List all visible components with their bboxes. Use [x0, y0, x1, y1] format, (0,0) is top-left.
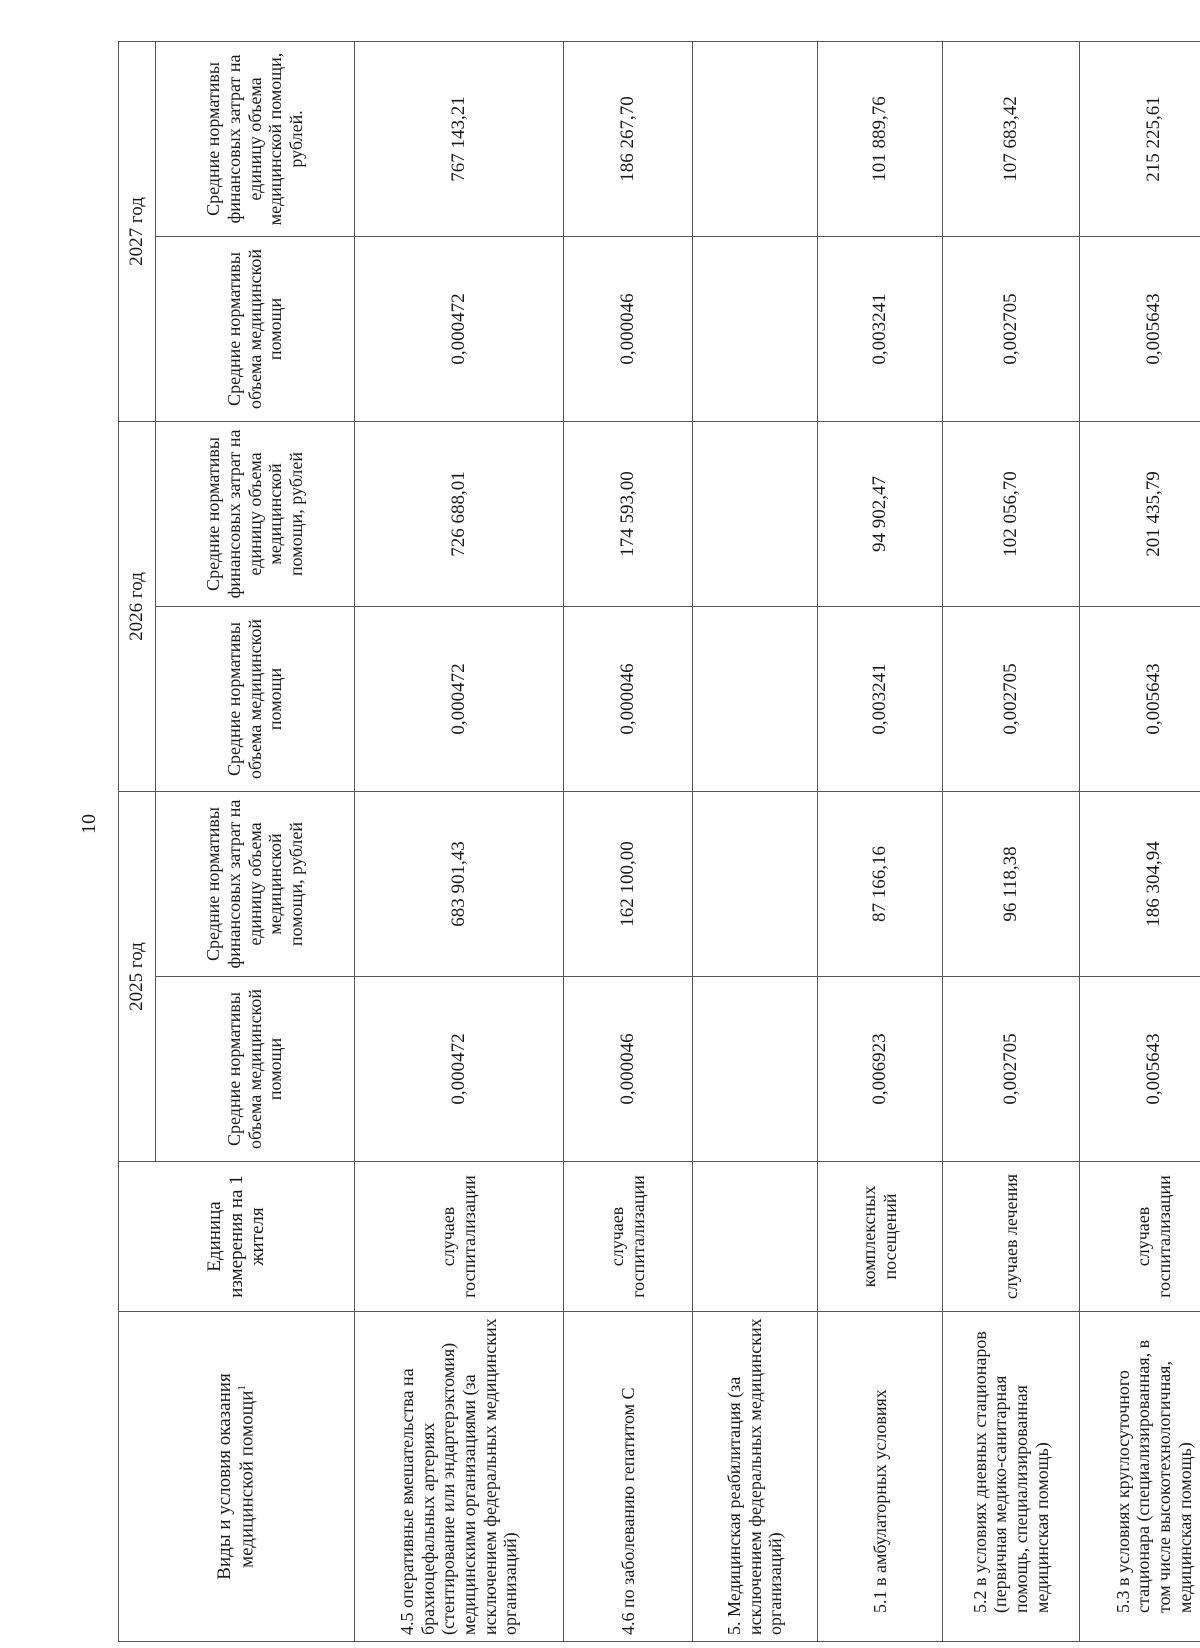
- header-kinds-label: Виды и условия оказания медицинской помощи: [214, 1373, 258, 1580]
- row-cost-2026: [693, 421, 818, 606]
- row-volume-2027: 0,003241: [818, 236, 943, 421]
- norms-table: [118, 41, 1200, 1642]
- row-cost-2025: 96 118,38: [943, 791, 1080, 976]
- row-volume-2025: [693, 977, 818, 1162]
- table-row: [1080, 41, 1200, 1641]
- row-volume-2025: 0,000046: [564, 977, 693, 1162]
- row-cost-2027: [693, 41, 818, 236]
- row-kind: 5.1 в амбулаторных условиях: [818, 1312, 943, 1642]
- row-unit: [693, 1162, 818, 1312]
- row-cost-2026: 102 056,70: [943, 421, 1080, 606]
- table-row: [818, 41, 943, 1641]
- row-kind: 5.3 в условиях круглосуточного стационара (специализированная, в том числе высокотехнологичная, медицинская помощь): [1080, 1312, 1200, 1642]
- page-number: 10: [78, 814, 100, 834]
- row-cost-2025: 186 304,94: [1080, 791, 1200, 976]
- row-volume-2026: 0,005643: [1080, 606, 1200, 791]
- header-year-row: [119, 41, 156, 1641]
- row-volume-2027: 0,002705: [943, 236, 1080, 421]
- row-unit: случаев госпитализации: [355, 1162, 564, 1312]
- row-volume-2025: 0,006923: [818, 977, 943, 1162]
- row-cost-2025: 87 166,16: [818, 791, 943, 976]
- row-unit: случаев госпитализации: [564, 1162, 693, 1312]
- row-volume-2026: 0,002705: [943, 606, 1080, 791]
- header-cost-2026: Средние нормативы финансовых затрат на единицу объема медицинской помощи, рублей: [156, 421, 355, 606]
- row-volume-2027: 0,000046: [564, 236, 693, 421]
- row-cost-2027: 767 143,21: [355, 41, 564, 236]
- row-volume-2026: 0,000046: [564, 606, 693, 791]
- header-cost-2027: Средние нормативы финансовых затрат на единицу объема медицинской помощи, рублей.: [156, 41, 355, 236]
- row-cost-2027: 186 267,70: [564, 41, 693, 236]
- header-unit: Единица измерения на 1 жителя: [119, 1162, 355, 1312]
- header-volume-2027: Средние нормативы объема медицинской помощи: [156, 236, 355, 421]
- row-cost-2026: 201 435,79: [1080, 421, 1200, 606]
- row-unit: случаев лечения: [943, 1162, 1080, 1312]
- header-year-2025: 2025 год: [119, 791, 156, 1161]
- row-kind: 4.6 по заболеванию гепатитом С: [564, 1312, 693, 1642]
- row-cost-2027: 101 889,76: [818, 41, 943, 236]
- table-row: [355, 41, 564, 1641]
- header-kinds: [119, 1312, 355, 1642]
- row-kind: 4.5 оперативные вмешательства на брахиоцефальных артериях (стентирование или эндартерэктомия) медицинскими организациями (за исключением федеральных медицинских организаций): [355, 1312, 564, 1642]
- row-unit: случаев госпитализации: [1080, 1162, 1200, 1312]
- row-cost-2026: 726 688,01: [355, 421, 564, 606]
- row-volume-2025: 0,002705: [943, 977, 1080, 1162]
- header-cost-2025: Средние нормативы финансовых затрат на единицу объема медицинской помощи, рублей: [156, 791, 355, 976]
- row-volume-2026: 0,000472: [355, 606, 564, 791]
- row-kind: 5.2 в условиях дневных стационаров (первичная медико-санитарная помощь, специализированная медицинская помощь): [943, 1312, 1080, 1642]
- table-row: [943, 41, 1080, 1641]
- row-unit: комплексных посещений: [818, 1162, 943, 1312]
- header-volume-2025: Средние нормативы объема медицинской помощи: [156, 977, 355, 1162]
- header-year-2027: 2027 год: [119, 41, 156, 421]
- row-cost-2026: 174 593,00: [564, 421, 693, 606]
- row-kind: 5. Медицинская реабилитация (за исключением федеральных медицинских организаций): [693, 1312, 818, 1642]
- header-year-2026: 2026 год: [119, 421, 156, 791]
- header-volume-2026: Средние нормативы объема медицинской помощи: [156, 606, 355, 791]
- row-volume-2026: 0,003241: [818, 606, 943, 791]
- table-row: [564, 41, 693, 1641]
- table-row: [693, 41, 818, 1641]
- row-volume-2027: 0,000472: [355, 236, 564, 421]
- row-volume-2025: 0,000472: [355, 977, 564, 1162]
- row-cost-2025: 683 901,43: [355, 791, 564, 976]
- header-kinds-footnote: 1: [236, 1385, 249, 1391]
- row-volume-2025: 0,005643: [1080, 977, 1200, 1162]
- row-volume-2027: 0,005643: [1080, 236, 1200, 421]
- row-volume-2027: [693, 236, 818, 421]
- row-cost-2025: 162 100,00: [564, 791, 693, 976]
- row-cost-2027: 215 225,61: [1080, 41, 1200, 236]
- row-cost-2025: [693, 791, 818, 976]
- row-cost-2027: 107 683,42: [943, 41, 1080, 236]
- row-cost-2026: 94 902,47: [818, 421, 943, 606]
- row-volume-2026: [693, 606, 818, 791]
